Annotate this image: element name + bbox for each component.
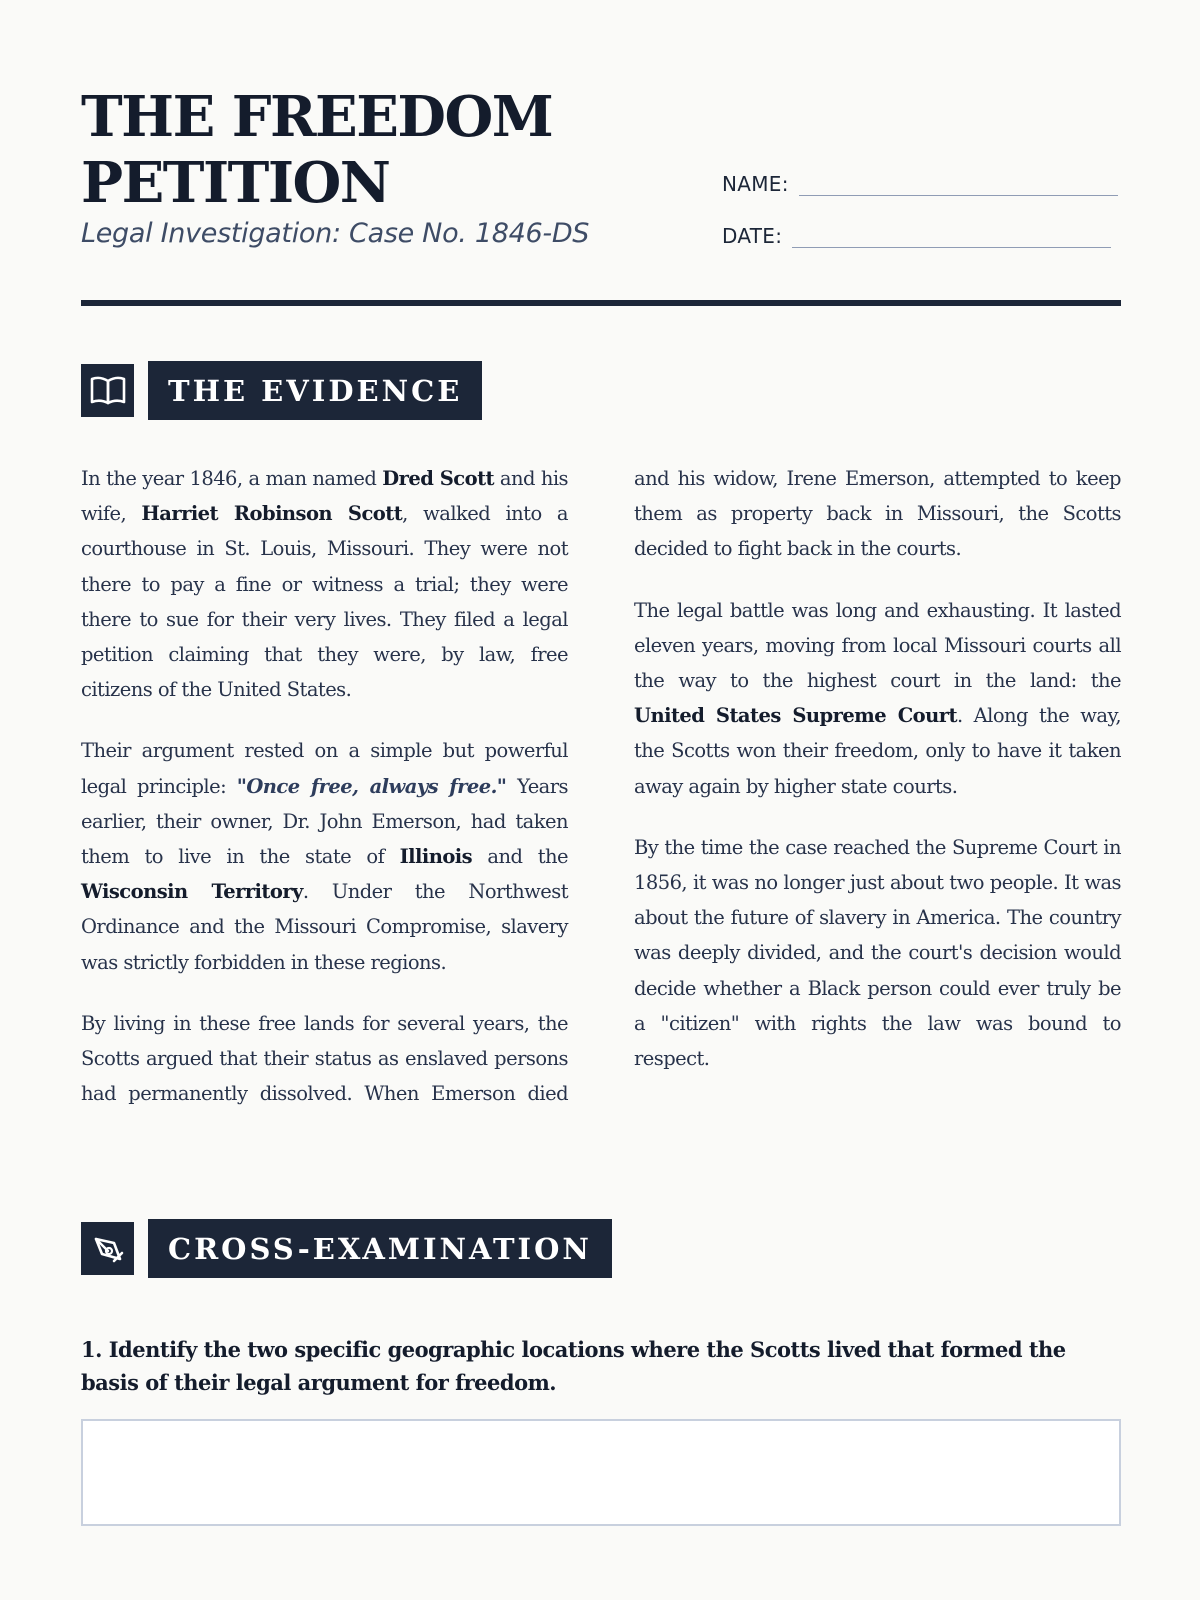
supreme-court-term: United States Supreme Court [634,704,957,728]
evidence-paragraph-3: By living in these free lands for several years, the Scotts argued that their status as enslaved persons had permanently dissolved. When Emerson died [81,1011,568,1106]
evidence-heading: THE EVIDENCE [148,361,482,420]
evidence-column-right [634,461,1121,1102]
title-line-2: PETITION [81,150,390,216]
page-title [81,84,681,216]
date-field[interactable] [722,223,1111,248]
name-label: NAME: [722,172,789,196]
name-line[interactable] [799,171,1118,196]
date-label: DATE: [722,224,783,248]
harriet-scott-name: Harriet Robinson Scott [141,502,403,526]
evidence-paragraph-4: The legal battle was long and exhausting. It lasted eleven years, moving from local Missouri courts all the way to the highest court in the land: the United States Supreme Court. Along the way, the Scotts won their freedom, only to have it taken away again by higher state courts. [634,598,1121,798]
evidence-paragraph-1: In the year 1846, a man named Dred Scott and his wife, Harriet Robinson Scott, walked into a courthouse in St. Louis, Missouri. They were not there to pay a fine or witness a trial; they were there to sue for their very lives. They filed a legal petition claiming that they were, by law, free citizens of the United States. [81,467,569,702]
name-field[interactable] [722,171,1118,196]
date-line[interactable] [792,223,1111,248]
evidence-paragraph-3-continued: and his widow, Irene Emerson, attempted to keep them as property back in Missouri, the Scotts decided to fight back in the courts. [634,467,1121,561]
wisconsin-territory-term: Wisconsin Territory [81,880,303,904]
legal-principle-quote: "Once free, always free." [236,774,507,798]
header-divider [81,300,1121,306]
question-1: 1. Identify the two specific geographic locations where the Scotts lived that formed the basis of their legal argument for freedom. [81,1337,1066,1395]
evidence-paragraph-5: By the time the case reached the Supreme Court in 1856, it was no longer just about two people. It was about the future of slavery in America. The country was deeply divided, and the court's decision would decide whether a Black person could ever truly be a "citizen" with rights the law was bound to respect. [634,835,1121,1071]
open-book-icon [81,364,134,417]
evidence-paragraph-2: Their argument rested on a simple but powerful legal principle: "Once free, always free." Years earlier, their owner, Dr. John Emerson, had taken them to live in the state of Illinois and the Wisconsin Territory. Under the Northwest Ordinance and the Missouri Compromise, slavery was strictly forbidden in these regions. [81,739,568,974]
case-subtitle: Legal Investigation: Case No. 1846-DS [81,218,590,249]
answer-box-1[interactable] [81,1419,1121,1526]
dred-scott-name: Dred Scott [382,467,495,490]
illinois-term: Illinois [399,845,473,869]
title-line-1: THE FREEDOM [81,84,553,150]
pen-nib-icon [81,1222,134,1275]
evidence-column-left [81,461,568,1137]
worksheet-page [81,0,1121,1600]
cross-examination-heading: CROSS-EXAMINATION [148,1219,612,1278]
